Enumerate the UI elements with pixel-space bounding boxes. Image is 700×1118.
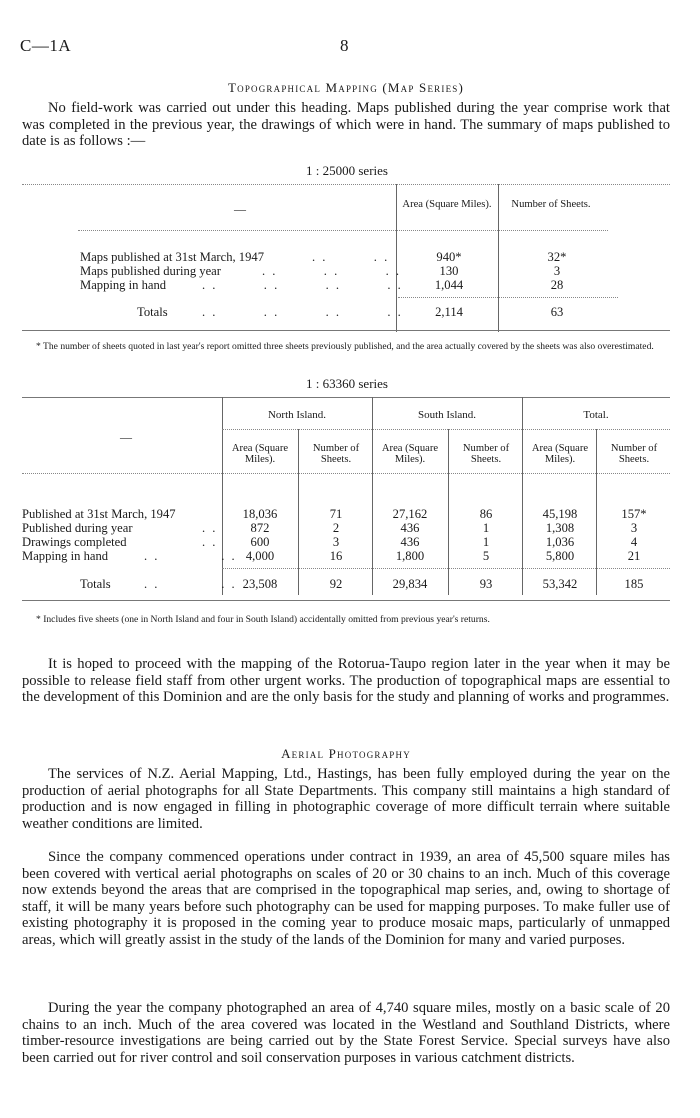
table2-cell: 5 — [482, 549, 490, 563]
table2-cell: 71 — [329, 507, 343, 521]
table-1-25000-series: — Area (Square Miles). Number of Sheets. Maps published at 31st March, 1947 . . . . 940* 32* Maps published during year . . . . . . 130 3 Mapping in hand . . . . . . . . 1,044 28 Totals . . . . . . . . 2,114 63 — [22, 184, 670, 332]
table1-total-area: 2,114 — [435, 305, 463, 319]
section-heading-aerial-photography: Aerial Photography — [281, 746, 411, 761]
table2-total: 23,508 — [242, 577, 278, 591]
table2-cell: 1,036 — [545, 535, 575, 549]
table2-header-area-total: Area (Square Miles). — [531, 443, 589, 465]
aerial-paragraph-1: The services of N.Z. Aerial Mapping, Ltd., Hastings, has been fully employed during the year on the production of aerial photographs for all State Departments. This company still maintains a high standard of production and is now engaged in filling in photographic coverage of more difficult terrain where suitable weather conditions are limited. — [22, 766, 670, 832]
table2-group-south: South Island. — [417, 409, 477, 421]
table2-row-label: Drawings completed — [22, 535, 127, 549]
intro-paragraph: No field-work was carried out under this heading. Maps published during the year comprise work that was completed in the previous year, the drawings of which were in hand. The summary of maps published to date is as follows :— — [22, 100, 670, 150]
table2-group-total: Total. — [583, 409, 609, 421]
table2-row-label: Published during year — [22, 521, 133, 535]
page-number: 8 — [340, 36, 349, 55]
table1-header-area: Area (Square Miles). — [402, 199, 492, 210]
table2-cell: 1 — [482, 535, 490, 549]
table2-total: 185 — [624, 577, 644, 591]
table2-cell: 21 — [627, 549, 641, 563]
table2-total: 53,342 — [542, 577, 578, 591]
table-2-63360-series: — North Island. South Island. Total. Area (Square Miles). Number of Sheets. Area (Square Miles). Number of Sheets. Area (Square Miles). Number of Sheets. Published at 31st March, 1947 18,036 71 27,162 86 45,198 157* Published during year . . 872 2 436 1 1,308 3 Drawings completed . . 600 3 436 1 1,036 4 Mapping in hand . . . . 4,000 16 1,800 5 5,800 21 Totals . . . . 23,508 92 29,834 93 53,342 185 — [22, 397, 670, 602]
table1-row-label: Maps published at 31st March, 1947 — [80, 250, 264, 264]
table2-total: 29,834 — [392, 577, 428, 591]
table2-cell: 5,800 — [545, 549, 575, 563]
table2-cell: 872 — [250, 521, 270, 535]
table1-totals-label: Totals — [137, 305, 168, 319]
table2-cell: 1 — [482, 521, 490, 535]
aerial-paragraph-2: Since the company commenced operations under contract in 1939, an area of 45,500 square miles has been covered with vertical aerial photographs on scales of 20 or 30 chains to an inch. Much of this coverage now extends beyond the areas that are comprised in the topographical map series, and, owing to shortage of staff, it will be many years before such photography can be used for mapping purposes. To make fuller use of existing photography it is proposed in the coming year to produce mosaic maps, particularly of unmapped areas, which will greatly assist in the study of the lands of the Dominion for many and varied purposes. — [22, 849, 670, 948]
table2-cell: 436 — [400, 535, 420, 549]
table2-cell: 27,162 — [392, 507, 428, 521]
table2-header-sheets-total: Number of Sheets. — [610, 443, 658, 465]
table2-cell: 1,800 — [395, 549, 425, 563]
table2-cell: 4 — [630, 535, 638, 549]
table1-total-sheets: 63 — [550, 305, 564, 319]
section-heading-topographical-mapping: Topographical Mapping (Map Series) — [227, 80, 465, 95]
document-code: C—1A — [20, 36, 72, 55]
table2-cell: 3 — [630, 521, 638, 535]
table2-cell: 45,198 — [542, 507, 578, 521]
table2-cell: 436 — [400, 521, 420, 535]
table2-cell: 157* — [621, 507, 647, 521]
table2-title — [222, 376, 472, 392]
table2-header-area-north: Area (Square Miles). — [231, 443, 289, 465]
table1-cell: 3 — [553, 264, 561, 278]
table1-title — [222, 163, 472, 179]
table2-cell: 600 — [250, 535, 270, 549]
table2-stub-dash: — — [120, 430, 132, 444]
table2-header-sheets-south: Number of Sheets. — [462, 443, 510, 465]
table2-header-area-south: Area (Square Miles). — [381, 443, 439, 465]
table1-stub-dash: — — [234, 202, 246, 216]
table2-totals-label: Totals — [80, 577, 111, 591]
rotorua-taupo-paragraph: It is hoped to proceed with the mapping of the Rotorua-Taupo region later in the year when it may be possible to release field staff from other urgent works. The production of topographical maps are essential to the development of this Dominion and are the only basis for the study and planning of works and programmes. — [22, 656, 670, 706]
table1-header-sheets: Number of Sheets. — [511, 199, 591, 210]
table1-cell: 940* — [436, 250, 462, 264]
table1-title-text: 1 : 25000 series — [306, 163, 388, 178]
table2-cell: 18,036 — [242, 507, 278, 521]
aerial-paragraph-3: During the year the company photographed an area of 4,740 square miles, mostly on a basic scale of 20 chains to an inch. Much of the area covered was located in the Westland and Southland Districts, where timber-resource investigations are being carried out by the State Forest Service. Special surveys have also been carried out for river control and soil conservation purposes in various catchment districts. — [22, 1000, 670, 1066]
table1-cell: 1,044 — [434, 278, 464, 292]
table2-row-label: Mapping in hand — [22, 549, 109, 563]
table2-row-label: Published at 31st March, 1947 — [22, 507, 176, 521]
page-header — [22, 36, 670, 58]
table2-title-text: 1 : 63360 series — [306, 376, 388, 391]
table2-cell: 2 — [332, 521, 340, 535]
table2-footnote: * Includes five sheets (one in North Island and four in South Island) accidentally omitted from previous year's returns. — [36, 614, 490, 625]
table2-cell: 86 — [479, 507, 493, 521]
table1-row-label: Mapping in hand — [80, 278, 167, 292]
table2-cell: 3 — [332, 535, 340, 549]
table1-cell: 28 — [550, 278, 564, 292]
table2-cell: 16 — [329, 549, 343, 563]
table2-cell: 4,000 — [245, 549, 275, 563]
table2-total: 93 — [479, 577, 493, 591]
table1-footnote: * The number of sheets quoted in last year's report omitted three sheets previously published, and the area actually covered by the sheets was also overestimated. — [36, 341, 654, 352]
table1-cell: 32* — [547, 250, 567, 264]
table2-total: 92 — [329, 577, 343, 591]
table2-cell: 1,308 — [545, 521, 575, 535]
table2-header-sheets-north: Number of Sheets. — [312, 443, 360, 465]
table1-cell: 130 — [439, 264, 459, 278]
table1-row-label: Maps published during year — [80, 264, 221, 278]
table2-group-north: North Island. — [267, 409, 327, 421]
